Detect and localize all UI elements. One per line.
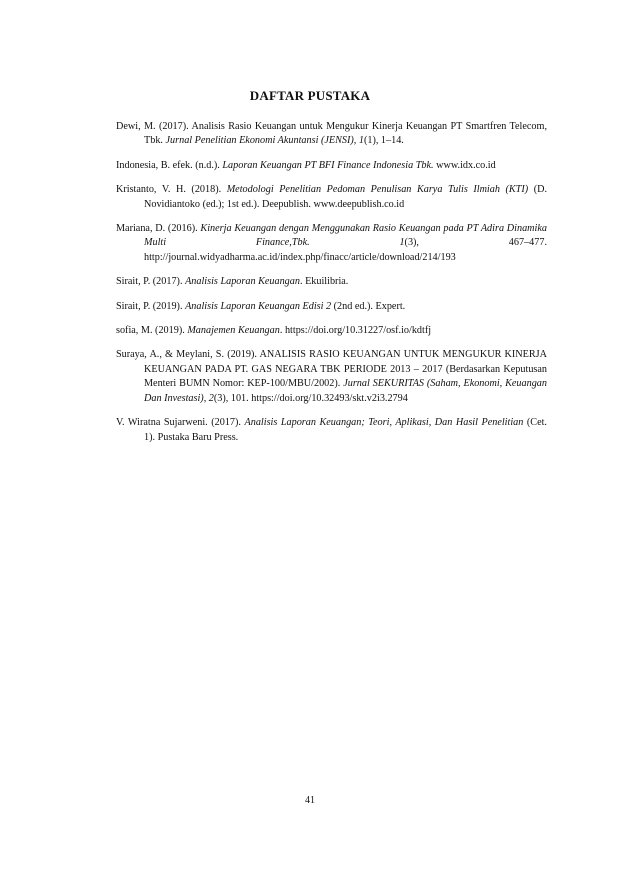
reference-text: Kristanto, V. H. (2018). [116, 184, 227, 196]
reference-entry [116, 222, 547, 265]
reference-text: (2nd ed.). Expert. [331, 300, 406, 312]
reference-entry [116, 416, 547, 445]
reference-source: Jurnal SEKURITAS (Saham, Ekonomi, Keuangan Dan Investasi) [144, 378, 547, 404]
reference-text [310, 237, 400, 248]
reference-source: Analisis Laporan Keuangan; Teori, Aplikasi, Dan Hasil Penelitian [244, 417, 524, 429]
reference-entry [116, 275, 547, 289]
reference-entry [116, 120, 547, 149]
reference-text: , [353, 135, 359, 147]
reference-entry [116, 183, 547, 212]
reference-text: Dewi, M. (2017). Analisis Rasio Keuangan untuk Mengukur Kinerja Keuangan PT Smartfren Telecom, Tbk. [116, 121, 547, 147]
reference-text: (1), 1–14. [363, 135, 404, 147]
reference-volume: 2 [208, 392, 214, 404]
reference-volume: 1 [358, 135, 364, 147]
reference-text: , [203, 392, 209, 404]
reference-source: Laporan Keuangan PT BFI Finance Indonesia Tbk. [222, 159, 434, 171]
page-title: DAFTAR PUSTAKA [249, 88, 371, 103]
reference-entry [116, 348, 547, 406]
reference-text: Indonesia, B. efek. (n.d.). [116, 159, 223, 171]
reference-text: (D. Novidiantoko (ed.); 1st ed.). Deepublish. www.deepublish.co.id [144, 184, 547, 210]
reference-text: (Cet. 1). Pustaka Baru Press. [144, 417, 547, 443]
reference-text: Sirait, P. (2017). [116, 276, 186, 288]
reference-source: Jurnal Penelitian Ekonomi Akuntansi (JENSI) [165, 135, 354, 147]
reference-text: Mariana, D. (2016). [116, 223, 201, 235]
reference-text: www.idx.co.id [433, 159, 496, 171]
reference-text: (3), 101. https://doi.org/10.32493/skt.v2i3.2794 [213, 392, 408, 404]
reference-entry [116, 324, 547, 338]
reference-entry [116, 159, 547, 173]
reference-source: Analisis Laporan Keuangan [185, 276, 300, 288]
reference-text: (3), 467–477. http://journal.widyadharma.ac.id/index.php/finacc/article/download/214/193 [144, 237, 547, 263]
reference-text: sofia, M. (2019). [116, 325, 188, 337]
reference-source: Analisis Laporan Keuangan Edisi 2 [185, 300, 332, 312]
reference-text: V. Wiratna Sujarweni. (2017). [116, 417, 245, 429]
reference-source: Kinerja Keuangan dengan Menggunakan Rasio Keuangan pada PT Adira Dinamika Multi Finance,Tbk. [144, 223, 547, 249]
reference-text: Sirait, P. (2019). [116, 300, 186, 312]
reference-text: . Ekuilibria. [299, 276, 349, 288]
reference-text: . https://doi.org/10.31227/osf.io/kdtfj [279, 325, 432, 337]
reference-source: Metodologi Penelitian Pedoman Penulisan Karya Tulis Ilmiah (KTI) [226, 184, 529, 196]
reference-text: Suraya, A., & Meylani, S. (2019). ANALISIS RASIO KEUANGAN UNTUK MENGUKUR KINERJA KEUANGAN PADA PT. GAS NEGARA TBK PERIODE 2013 – 2017 (Berdasarkan Keputusan Menteri BUMN Nomor: KEP-100/MBU/2002). [116, 349, 547, 390]
reference-volume: 1 [399, 237, 405, 249]
page-number: 41 [305, 795, 315, 806]
reference-source: Manajemen Keuangan [187, 325, 280, 337]
reference-entry [116, 300, 547, 314]
reference-list [116, 120, 547, 455]
